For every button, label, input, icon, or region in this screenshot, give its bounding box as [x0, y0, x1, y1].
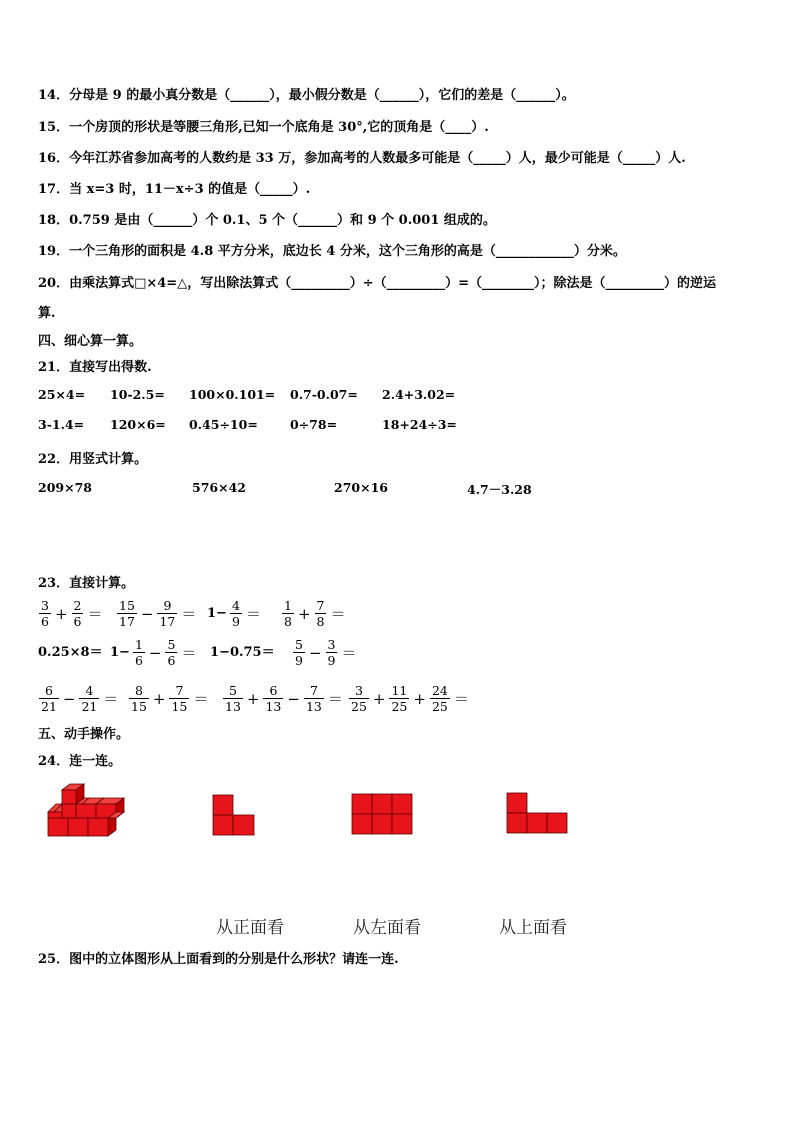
question-15: 15．一个房顶的形状是等腰三角形,已知一个底角是 30°,它的顶角是（____）. [38, 120, 489, 135]
calc22-item: 270×16 [334, 480, 388, 495]
calc23-expression: 1−0.75＝ [210, 645, 275, 660]
calc23-expression: $\frac{6}{21}$ − $\frac{4}{21}$ ＝ [41, 683, 119, 714]
calc22-item: 209×78 [38, 480, 92, 495]
calc23-expression: 1− $\frac{1}{6}$ − $\frac{5}{6}$ ＝ [110, 637, 197, 668]
calc23-expression: 1− $\frac{4}{9}$ ＝ [207, 598, 261, 629]
question-14: 14．分母是 9 的最小真分数是（______），最小假分数是（______），它们的差是（______）。 [38, 88, 575, 103]
question-24: 24．连一连。 [38, 754, 122, 769]
calc21-item: 0.45÷10= [189, 417, 258, 432]
question-17: 17．当 x=3 时，11－x÷3 的值是（_____）. [38, 182, 311, 197]
view-label-left: 从左面看 [353, 918, 421, 938]
calc23-expression: $\frac{3}{6}$ + $\frac{2}{6}$ ＝ [41, 598, 103, 629]
question-19: 19．一个三角形的面积是 4.8 平方分米，底边长 4 分米，这个三角形的高是（____________）分米。 [38, 244, 626, 259]
calc21-item: 0.7-0.07= [290, 387, 358, 402]
question-20: 20．由乘法算式□×4=△，写出除法算式（_________）÷（_________）=（________）；除法是（_________）的逆运 [38, 276, 716, 291]
view-shape-grid [351, 793, 413, 835]
question-21: 21．直接写出得数. [38, 360, 152, 375]
calc22-item: 4.7－3.28 [467, 482, 532, 497]
calc21-item: 120×6= [110, 417, 166, 432]
calc22-item: 576×42 [192, 480, 246, 495]
calc23-expression: $\frac{3}{25}$ + $\frac{11}{25}$ + $\frac{24}{25}$ ＝ [351, 683, 469, 714]
question-22: 22．用竖式计算。 [38, 452, 148, 467]
calc23-expression: $\frac{15}{17}$ − $\frac{9}{17}$ ＝ [119, 598, 197, 629]
question-16: 16．今年江苏省参加高考的人数约是 33 万，参加高考的人数最多可能是（_____）人，最少可能是（_____）人. [38, 151, 686, 166]
question-25: 25．图中的立体图形从上面看到的分别是什么形状？请连一连. [38, 952, 399, 967]
cube-stack-figure [44, 782, 128, 842]
calc21-item: 10-2.5= [110, 387, 165, 402]
view-label-front: 从正面看 [216, 918, 284, 938]
calc23-expression: $\frac{8}{15}$ + $\frac{7}{15}$ ＝ [131, 683, 209, 714]
section-5-heading: 五、动手操作。 [38, 727, 130, 742]
calc21-item: 2.4+3.02= [382, 387, 456, 402]
calc21-item: 25×4= [38, 387, 86, 402]
view-shape-l [212, 794, 256, 836]
view-shape-long-l [506, 792, 568, 834]
view-label-top: 从上面看 [499, 918, 567, 938]
calc21-item: 18+24÷3= [382, 417, 457, 432]
calc23-expression: $\frac{5}{9}$ − $\frac{3}{9}$ ＝ [295, 637, 357, 668]
question-23: 23．直接计算。 [38, 576, 135, 591]
calc23-expression: 0.25×8＝ [38, 645, 103, 660]
calc21-item: 100×0.101= [189, 387, 276, 402]
section-4-heading: 四、细心算一算。 [38, 334, 143, 349]
calc23-expression: $\frac{5}{13}$ + $\frac{6}{13}$ − $\frac{7}{13}$ ＝ [225, 683, 343, 714]
calc23-expression: $\frac{1}{8}$ + $\frac{7}{8}$ ＝ [284, 598, 346, 629]
calc21-item: 0÷78= [290, 417, 338, 432]
calc21-item: 3-1.4= [38, 417, 85, 432]
question-18: 18．0.759 是由（______）个 0.1、5 个（______）和 9 个 0.001 组成的。 [38, 213, 496, 228]
question-20-cont: 算. [38, 306, 56, 321]
